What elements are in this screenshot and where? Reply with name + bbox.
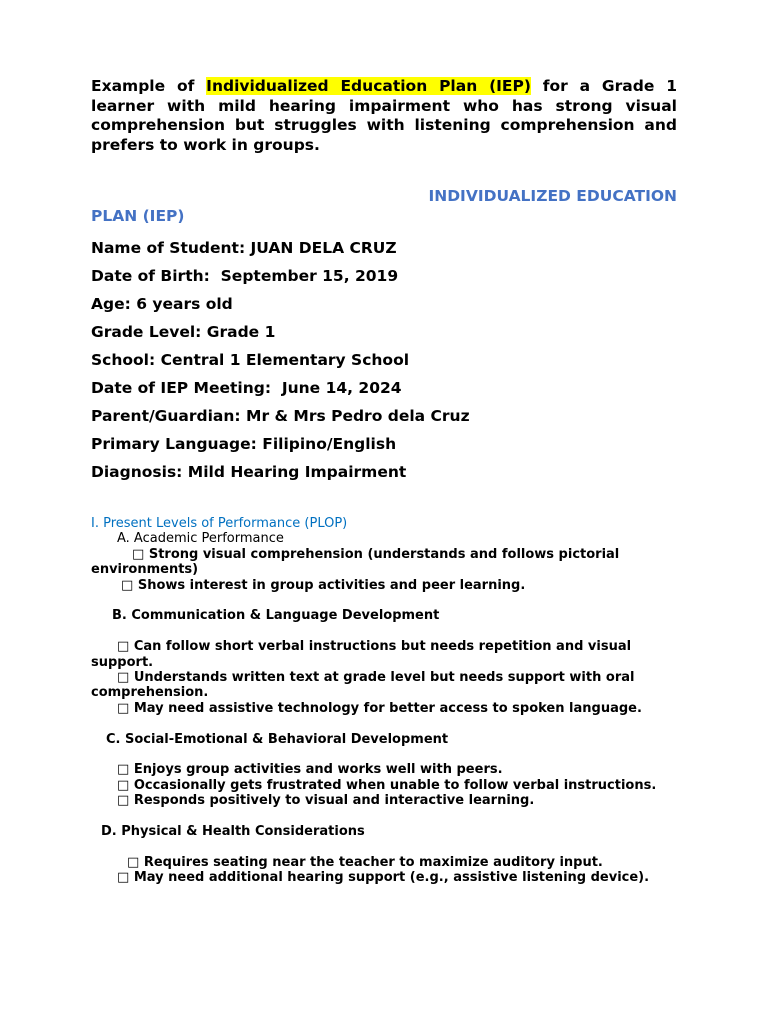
info-age: Age: 6 years old — [91, 295, 233, 313]
checkbox-icon: □ — [117, 870, 130, 886]
academic-label: A. Academic Performance — [117, 531, 284, 547]
checkbox-icon: □ — [117, 762, 130, 778]
info-grade-level: Grade Level: Grade 1 — [91, 323, 276, 341]
info-school: School: Central 1 Elementary School — [91, 351, 410, 369]
checkbox-icon: □ — [132, 546, 145, 562]
info-date-of-birth: Date of Birth: September 15, 2019 — [91, 267, 399, 285]
iep-title-line1: INDIVIDUALIZED EDUCATION — [428, 187, 677, 205]
intro-highlight: Individualized Education Plan (IEP) — [206, 77, 531, 95]
plop-heading: I. Present Levels of Performance (PLOP) — [91, 516, 348, 531]
communication-label: B. Communication & Language Development — [112, 608, 440, 624]
student-info — [91, 234, 677, 486]
checkbox-icon: □ — [117, 700, 130, 716]
list-item: □ May need assistive technology for better access to spoken language. — [117, 700, 642, 716]
social-label: C. Social-Emotional & Behavioral Development — [106, 731, 449, 747]
intro-paragraph — [91, 77, 677, 155]
info-iep-meeting-date: Date of IEP Meeting: June 14, 2024 — [91, 379, 402, 397]
list-item: □ Shows interest in group activities and peer learning. — [121, 577, 526, 593]
list-item: □ Enjoys group activities and works well with peers. — [117, 762, 503, 778]
checkbox-icon: □ — [117, 793, 130, 809]
list-item: □ Requires seating near the teacher to maximize auditory input. — [127, 854, 603, 870]
list-item: □ Understands written text at grade level but needs support with oral comprehension. — [91, 670, 635, 701]
intro-suffix: for a Grade 1 learner with mild hearing impairment who has strong visual comprehension but struggles with listening comprehension and prefers to work in groups. — [91, 77, 677, 154]
info-parent-guardian: Parent/Guardian: Mr & Mrs Pedro dela Cruz — [91, 407, 470, 425]
checkbox-icon: □ — [117, 777, 130, 793]
document-page — [91, 0, 677, 1024]
checkbox-icon: □ — [127, 854, 140, 870]
info-diagnosis: Diagnosis: Mild Hearing Impairment — [91, 463, 407, 481]
info-primary-language: Primary Language: Filipino/English — [91, 435, 397, 453]
iep-title — [91, 187, 677, 226]
plop-section — [91, 516, 677, 886]
list-item: □ Responds positively to visual and interactive learning. — [117, 793, 535, 809]
intro-prefix: Example of — [91, 77, 207, 95]
list-item: □ May need additional hearing support (e.g., assistive listening device). — [117, 870, 650, 886]
checkbox-icon: □ — [117, 670, 130, 686]
checkbox-icon: □ — [117, 639, 130, 655]
list-item: □ Occasionally gets frustrated when unable to follow verbal instructions. — [117, 777, 657, 793]
list-item: □ Can follow short verbal instructions but needs repetition and visual support. — [91, 639, 632, 670]
iep-title-line2: PLAN (IEP) — [91, 206, 185, 225]
list-item: □ Strong visual comprehension (understands and follows pictorial environments) — [91, 546, 620, 578]
info-student-name: Name of Student: JUAN DELA CRUZ — [91, 239, 397, 257]
checkbox-icon: □ — [121, 577, 134, 593]
physical-label: D. Physical & Health Considerations — [101, 824, 365, 840]
